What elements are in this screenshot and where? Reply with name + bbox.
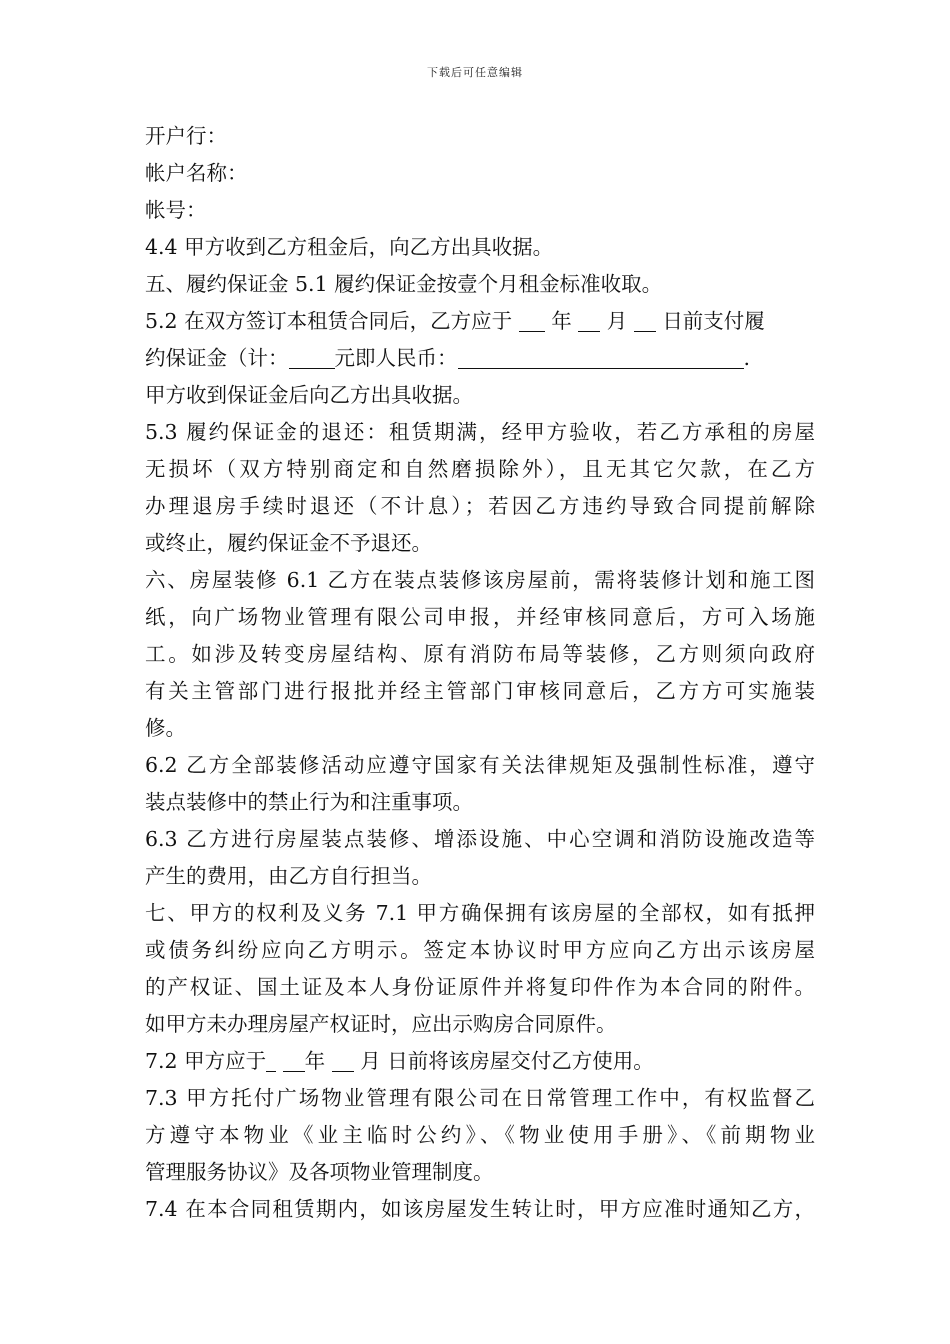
section-7-line2: 或债务纠纷应向乙方明示。签定本协议时甲方应向乙方出示该房屋 xyxy=(145,938,815,962)
section-7-line1: 七、甲方的权利及义务 7.1 甲方确保拥有该房屋的全部权，如有抵押 xyxy=(145,901,815,925)
text-line-bank: 开户行： xyxy=(145,124,227,148)
amount-blank xyxy=(289,348,335,370)
clause-5-2-text-e: 约保证金（计： xyxy=(145,346,289,370)
document-body xyxy=(145,118,815,1228)
clause-5-2-line2 xyxy=(145,340,815,377)
clause-6-3-line2: 产生的费用，由乙方自行担当。 xyxy=(145,864,432,888)
section-6-line3: 工。如涉及转变房屋结构、原有消防布局等装修，乙方则须向政府 xyxy=(145,642,815,666)
text-line-account-number: 帐号： xyxy=(145,198,207,222)
clause-5-3-line1: 5.3 履约保证金的退还：租赁期满，经甲方验收，若乙方承租的房屋 xyxy=(145,420,815,444)
clause-5-2-line1 xyxy=(145,303,815,340)
clause-5-3-line3: 办理退房手续时退还（不计息）；若因乙方违约导致合同提前解除 xyxy=(145,494,815,518)
section-6-line5: 修。 xyxy=(145,716,186,740)
section-6-line4: 有关主管部门进行报批并经主管部门审核同意后，乙方方可实施装 xyxy=(145,679,815,703)
clause-4-4: 4.4 甲方收到乙方租金后，向乙方出具收据。 xyxy=(145,235,554,259)
clause-7-2-text-c: 月 日前将该房屋交付乙方使用。 xyxy=(360,1049,654,1073)
year-blank xyxy=(519,311,545,333)
month-blank xyxy=(578,311,600,333)
page-header: 下载后可任意编辑 xyxy=(427,66,523,79)
year-blank-2 xyxy=(283,1051,305,1073)
section-5-heading: 五、履约保证金 5.1 履约保证金按壹个月租金标准收取。 xyxy=(145,272,663,296)
clause-5-2-text-a: 5.2 在双方签订本租赁合同后，乙方应于 xyxy=(145,309,513,333)
clause-5-3-line4: 或终止，履约保证金不予退还。 xyxy=(145,531,432,555)
month-blank-2 xyxy=(332,1051,354,1073)
section-6-line1: 六、房屋装修 6.1 乙方在装点装修该房屋前，需将装修计划和施工图 xyxy=(145,568,815,592)
clause-6-2-line1: 6.2 乙方全部装修活动应遵守国家有关法律规矩及强制性标准，遵守 xyxy=(145,753,815,777)
clause-5-2-text-d: 日前支付履 xyxy=(662,309,765,333)
clause-5-2-text-c: 月 xyxy=(606,309,628,333)
section-7-line4: 如甲方未办理房屋产权证时，应出示购房合同原件。 xyxy=(145,1012,617,1036)
rmb-amount-blank xyxy=(458,348,744,370)
clause-7-3-line2: 方遵守本物业《业主临时公约》、《物业使用手册》、《前期物业 xyxy=(145,1123,815,1147)
day-blank xyxy=(634,311,656,333)
clause-7-4-line1: 7.4 在本合同租赁期内，如该房屋发生转让时，甲方应准时通知乙方， xyxy=(145,1197,815,1221)
clause-7-2-text-b: 年 xyxy=(304,1049,326,1073)
clause-5-3-line2: 无损坏（双方特别商定和自然磨损除外），且无其它欠款，在乙方 xyxy=(145,457,815,481)
clause-5-2-text-b: 年 xyxy=(551,309,572,333)
year-blank-short xyxy=(266,1051,276,1073)
clause-6-2-line2: 装点装修中的禁止行为和注重事项。 xyxy=(145,790,473,814)
text-line-account-name: 帐户名称： xyxy=(145,161,248,185)
clause-7-3-line3: 管理服务协议》及各项物业管理制度。 xyxy=(145,1160,494,1184)
clause-5-2-text-f: 元即人民币： xyxy=(334,346,458,370)
section-7-line3: 的产权证、国土证及本人身份证原件并将复印件作为本合同的附件。 xyxy=(145,975,815,999)
clause-7-2 xyxy=(145,1043,815,1080)
clause-7-2-text-a: 7.2 甲方应于 xyxy=(145,1049,267,1073)
clause-5-2-line3: 甲方收到保证金后向乙方出具收据。 xyxy=(145,383,473,407)
clause-5-2-text-g: . xyxy=(743,346,751,370)
clause-7-3-line1: 7.3 甲方托付广场物业管理有限公司在日常管理工作中，有权监督乙 xyxy=(145,1086,815,1110)
clause-6-3-line1: 6.3 乙方进行房屋装点装修、增添设施、中心空调和消防设施改造等 xyxy=(145,827,815,851)
section-6-line2: 纸，向广场物业管理有限公司申报，并经审核同意后，方可入场施 xyxy=(145,605,815,629)
